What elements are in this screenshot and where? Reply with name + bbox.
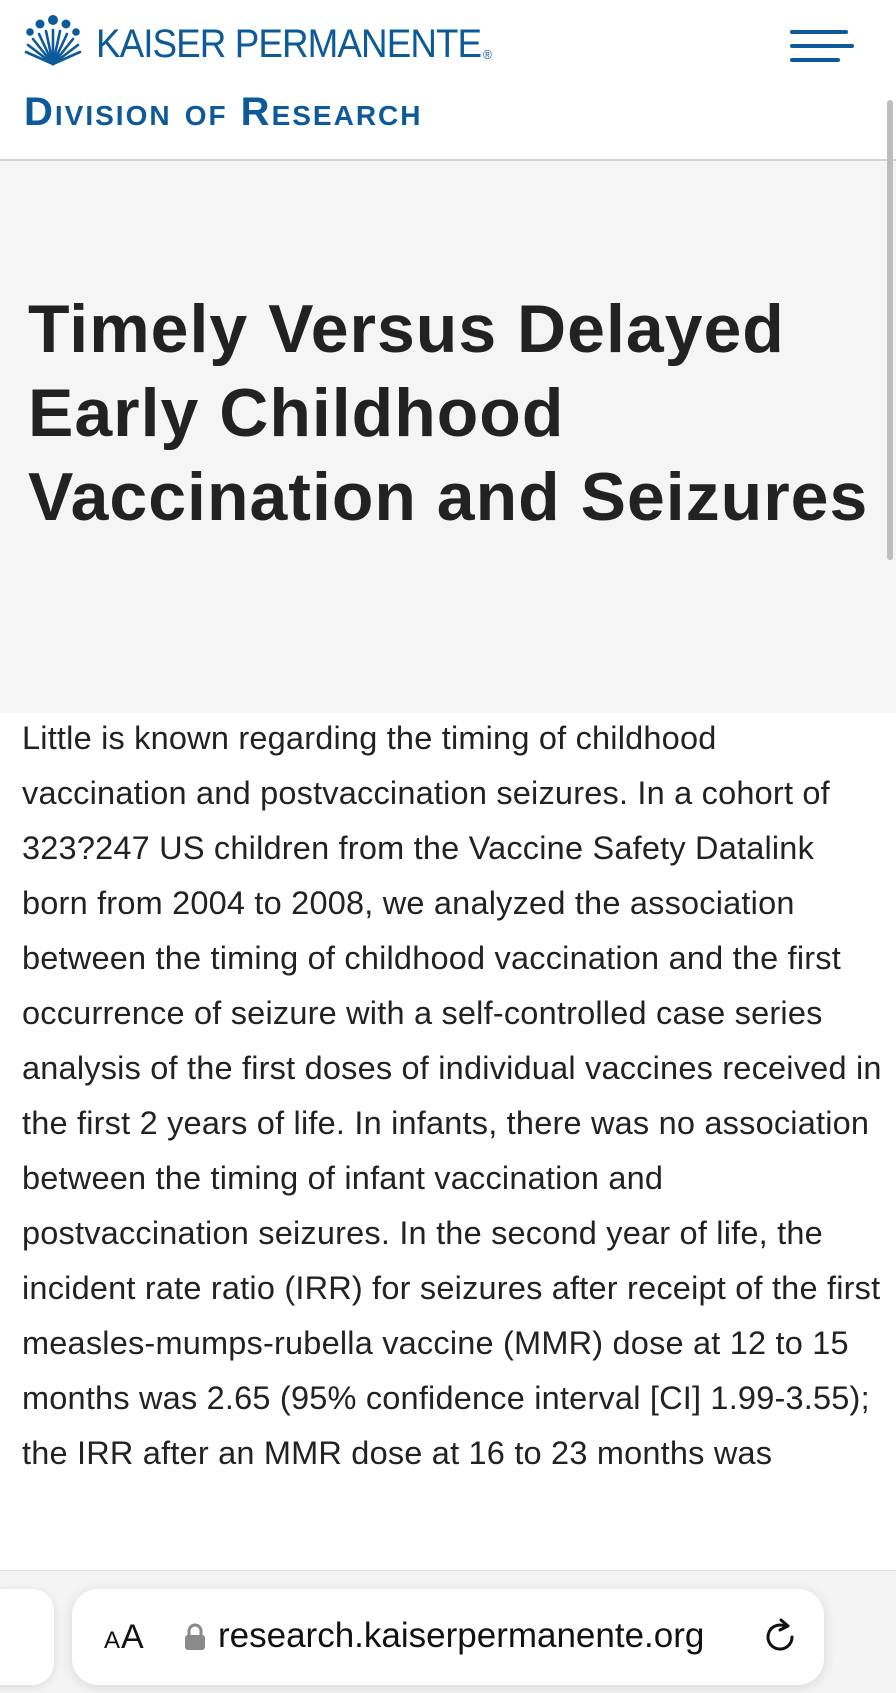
hamburger-menu-icon[interactable] (786, 28, 854, 64)
article-abstract: Little is known regarding the timing of childhood vaccination and postvaccination seizures. In a cohort of 323?247 US children from the Vaccine Safety Datalink born from 2004 to 2008, we analyzed the association between the timing of childhood vaccination and the first occurrence of seizure with a self-controlled case series analysis of the first doses of individual vaccines received in the first 2 years of life. In infants, there was no association between the timing of infant vaccination and postvaccination seizures. In the second year of life, the incident rate ratio (IRR) for seizures after receipt of the first measles-mumps-rubella vaccine (MMR) dose at 12 to 15 months was 2.65 (95% confidence interval [CI] 1.99-3.55); the IRR after an MMR dose at 16 to 23 months was (22, 720, 882, 1471)
text-size-button[interactable]: AA (104, 1618, 145, 1656)
previous-tab-pill[interactable] (0, 1589, 54, 1685)
division-title[interactable]: Division of Research (24, 90, 423, 134)
brand-name[interactable]: KAISER PERMANENTE ® (96, 22, 491, 66)
hero-banner (0, 161, 896, 713)
reload-icon[interactable] (760, 1617, 800, 1657)
url-text[interactable]: research.kaiserpermanente.org (218, 1616, 705, 1655)
page-title: Timely Versus Delayed Early Childhood Vaccination and Seizures (28, 291, 869, 535)
site-header (0, 0, 896, 161)
scrollbar-thumb[interactable] (887, 100, 893, 560)
browser-bottom-bar (0, 1570, 896, 1693)
address-bar[interactable] (72, 1589, 824, 1685)
lock-icon (184, 1623, 206, 1651)
registered-mark: ® (483, 47, 491, 62)
kaiser-permanente-logo-icon[interactable] (24, 12, 82, 68)
